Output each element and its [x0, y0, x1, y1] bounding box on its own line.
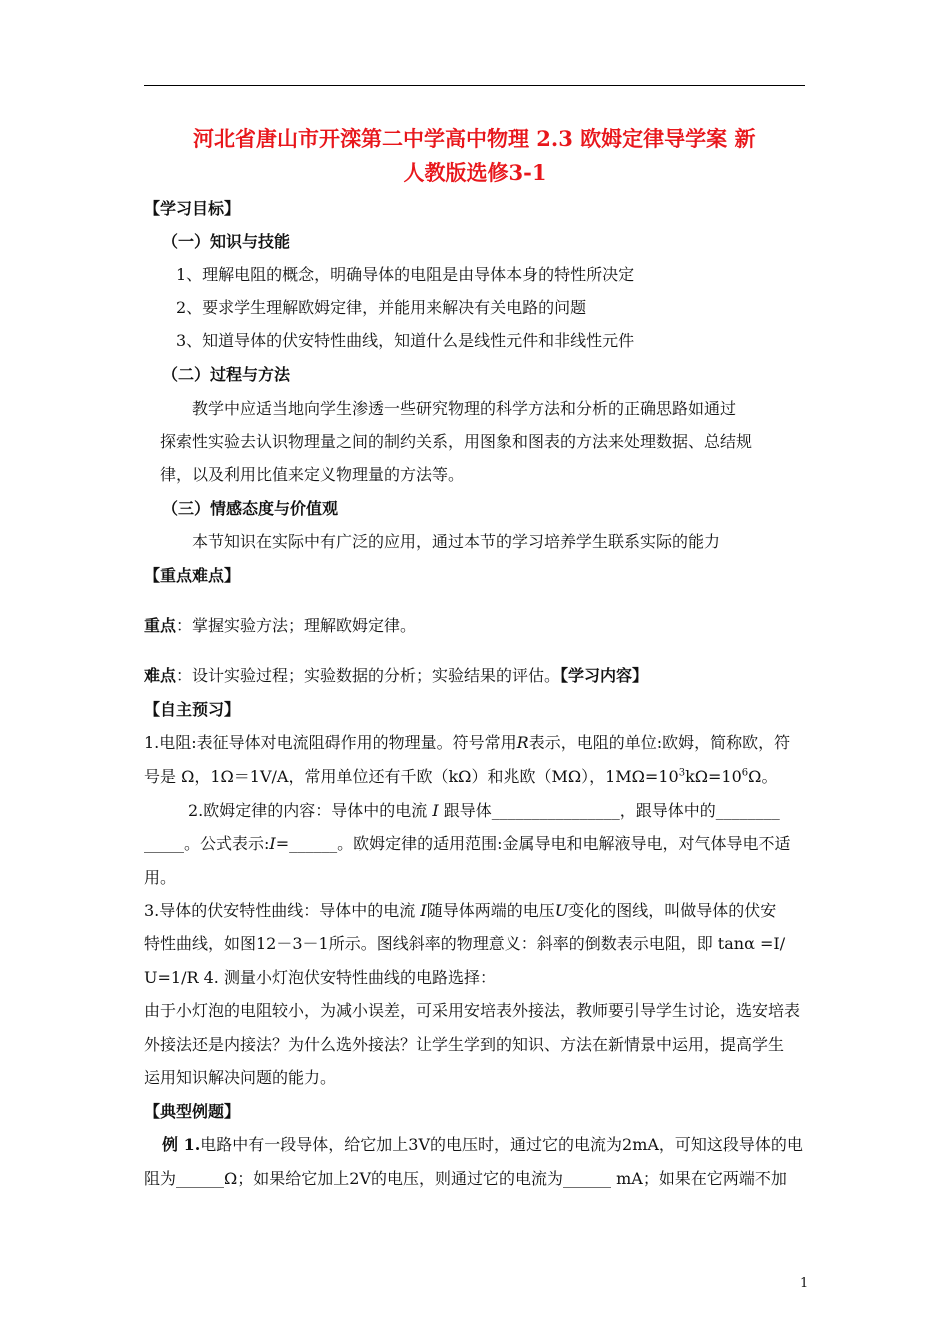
heading-objectives: 【学习目标】	[144, 199, 241, 218]
resistance-text-2b: kΩ=10	[685, 767, 742, 786]
symbol-r: R	[516, 733, 529, 752]
subheading-process: （二）过程与方法	[162, 365, 291, 384]
process-text-3: 律，以及利用比值来定义物理量的方法等。	[160, 465, 465, 484]
ohm-law-text-2	[144, 832, 791, 856]
page-number: 1	[800, 1276, 809, 1291]
iv-curve-text-2: 特性曲线，如图12－3－1所示。图线斜率的物理意义：斜率的倒数表示电阻，即 tanα =I/	[144, 934, 786, 953]
heading-examples: 【典型例题】	[144, 1102, 241, 1121]
ohm-law-text-1b: 跟导体________________，跟导体中的________	[438, 801, 780, 820]
example-1-label: 例 1.	[162, 1135, 201, 1154]
keypoint-line	[144, 614, 416, 638]
knowledge-item-2: 2、要求学生理解欧姆定律，并能用来解决有关电路的问题	[176, 298, 587, 317]
resistance-text-2	[144, 765, 777, 789]
ohm-law-text-2a: _____。公式表示:	[144, 834, 270, 853]
example-1-line-1	[162, 1133, 803, 1157]
example-1-line-2: 阻为______Ω；如果给它加上2V的电压，则通过它的电流为______ mA；如果在它两端不加	[144, 1169, 787, 1188]
ohm-law-text-1a: 2.欧姆定律的内容：导体中的电流	[188, 801, 433, 820]
lamp-text-3: 运用知识解决问题的能力。	[144, 1068, 337, 1087]
iv-curve-text-1b: 随导体两端的电压	[426, 901, 555, 920]
resistance-text-2a: 号是 Ω，1Ω＝1V/A，常用单位还有千欧（kΩ）和兆欧（MΩ），1MΩ=10	[144, 767, 679, 786]
emotion-text: 本节知识在实际中有广泛的应用，通过本节的学习培养学生联系实际的能力	[192, 532, 721, 551]
lamp-text-2: 外接法还是内接法？为什么选外接法？让学生学到的知识、方法在新情景中运用，提高学生	[144, 1035, 785, 1054]
iv-curve-text-1a: 3.导体的伏安特性曲线：导体中的电流	[144, 901, 421, 920]
iv-curve-text-1	[144, 899, 776, 923]
knowledge-item-3: 3、知道导体的伏安特性曲线，知道什么是线性元件和非线性元件	[176, 331, 635, 350]
symbol-i-curve: I	[420, 901, 427, 920]
resistance-text-2c: Ω。	[748, 767, 778, 786]
difficulty-text: ：设计实验过程；实验数据的分析；实验结果的评估。	[176, 666, 561, 685]
exponent-3: 3	[678, 767, 686, 779]
symbol-u: U	[554, 901, 569, 920]
process-text-1: 教学中应适当地向学生渗透一些研究物理的科学方法和分析的正确思路如通过	[192, 399, 737, 418]
symbol-i-formula: I	[269, 834, 276, 853]
example-1-text-a: 电路中有一段导体，给它加上3V的电压时，通过它的电流为2mA，可知这段导体的电	[200, 1135, 803, 1154]
header-rule	[144, 85, 805, 86]
resistance-text-1	[144, 731, 790, 755]
symbol-i: I	[432, 801, 439, 820]
process-text-2: 探索性实验去认识物理量之间的制约关系，用图象和图表的方法来处理数据、总结规	[160, 432, 753, 451]
resistance-text-1b: 表示，电阻的单位:欧姆，简称欧，符	[528, 733, 791, 752]
document-title-line-1: 河北省唐山市开滦第二中学高中物理 2.3 欧姆定律导学案 新	[193, 126, 756, 151]
ohm-law-text-2b: =______。欧姆定律的适用范围:金属导电和电解液导电，对气体导电不适	[275, 834, 791, 853]
subheading-knowledge: （一）知识与技能	[162, 232, 291, 251]
heading-keypoints: 【重点难点】	[144, 566, 241, 585]
heading-content: 【学习内容】	[560, 666, 649, 685]
resistance-text-1a: 1.电阻:表征导体对电流阻碍作用的物理量。符号常用	[144, 733, 517, 752]
keypoint-text: ：掌握实验方法；理解欧姆定律。	[176, 616, 417, 635]
iv-curve-text-3: U=1/R 4. 测量小灯泡伏安特性曲线的电路选择：	[144, 968, 496, 987]
difficulty-label: 难点	[144, 666, 177, 685]
keypoint-label: 重点	[144, 616, 177, 635]
iv-curve-text-1c: 变化的图线，叫做导体的伏安	[568, 901, 777, 920]
heading-preview: 【自主预习】	[144, 700, 241, 719]
document-title-line-2: 人教版选修3-1	[403, 160, 547, 185]
subheading-emotion: （三）情感态度与价值观	[162, 499, 339, 518]
lamp-text-1: 由于小灯泡的电阻较小，为减小误差，可采用安培表外接法，教师要引导学生讨论，选安培表	[144, 1001, 801, 1020]
difficulty-line	[144, 664, 648, 688]
ohm-law-text-3: 用。	[144, 868, 177, 887]
ohm-law-text-1	[188, 799, 780, 823]
exponent-6: 6	[741, 767, 749, 779]
knowledge-item-1: 1、理解电阻的概念，明确导体的电阻是由导体本身的特性所决定	[176, 265, 635, 284]
